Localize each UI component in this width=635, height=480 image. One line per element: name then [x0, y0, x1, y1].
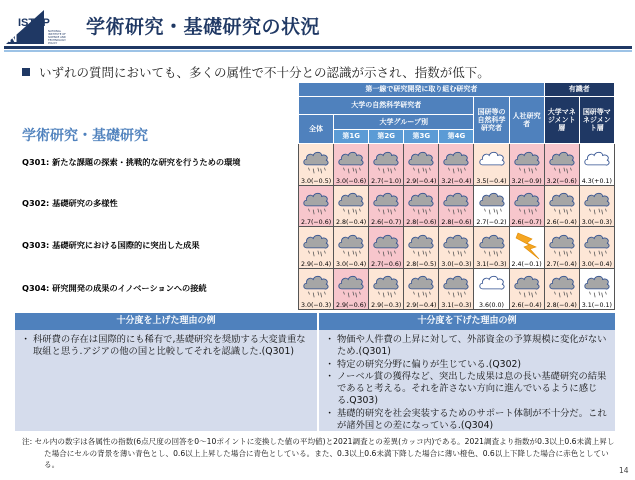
reasons-down-list — [325, 334, 611, 432]
cell-value: 2.7(−0.6) — [371, 260, 402, 268]
index-cell — [544, 185, 579, 227]
rain-cloud-icon — [406, 231, 436, 261]
header-univ-mgmt: 大学マネジメント層 — [544, 97, 579, 144]
rain-cloud-icon — [477, 189, 507, 219]
index-cell — [299, 227, 334, 269]
table-row — [299, 227, 615, 269]
index-cell — [474, 227, 509, 269]
rain-cloud-icon — [371, 148, 401, 178]
header-natlab-mgmt: 国研等マネジメント層 — [579, 97, 614, 144]
cell-value: 2.8(−0.4) — [546, 302, 577, 309]
rain-cloud-icon — [371, 189, 401, 219]
index-cell — [404, 185, 439, 227]
title-rule — [4, 46, 632, 49]
svg-text:TECHNOLOGY: TECHNOLOGY — [48, 39, 66, 42]
cell-value: 4.3(+0.1) — [581, 177, 612, 185]
page-number: 14 — [619, 466, 629, 475]
index-cell — [579, 227, 614, 269]
lightning-icon — [512, 231, 542, 261]
index-cell — [509, 185, 544, 227]
reason-item: ・ 科研費の存在は国際的にも稀有で,基礎研究を奨励する大変貴重な取組と思う.アジアの他の国と比較してそれを認識した.(Q301) — [21, 334, 311, 359]
index-cell — [439, 227, 474, 269]
index-cell — [334, 185, 369, 227]
index-cell — [404, 144, 439, 186]
cell-value: 3.6(0.0) — [479, 302, 504, 309]
reasons-up-header: 十分度を上げた理由の例 — [15, 313, 317, 330]
rain-cloud-icon — [371, 272, 401, 302]
header-natlab: 国研等の自然科学研究者 — [474, 97, 509, 144]
nistep-logo — [4, 6, 74, 46]
lead-text — [22, 63, 490, 81]
rain-cloud-icon — [441, 231, 471, 261]
rain-cloud-icon — [547, 189, 577, 219]
index-cell — [579, 144, 614, 186]
lead-label: いずれの質問においても、多くの属性で不十分との認識が示され、指数が低下。 — [39, 65, 490, 80]
index-cell — [474, 268, 509, 310]
cell-value: 2.6(−0.7) — [511, 219, 542, 226]
index-cell — [404, 227, 439, 269]
index-table — [298, 82, 615, 310]
cell-value: 3.0(−0.4) — [336, 260, 367, 268]
cell-value: 3.0(−0.3) — [300, 302, 332, 309]
title-rule-light — [4, 50, 632, 52]
cell-value: 3.1(−0.3) — [441, 302, 472, 309]
reasons-up-list — [21, 334, 311, 359]
cell-value: 3.1(−0.3) — [476, 260, 507, 268]
question-q304: Q304: 研究開発の成果のイノベーションへの接続 — [22, 283, 207, 293]
rain-cloud-icon — [582, 231, 612, 261]
cell-value: 2.6(−0.4) — [511, 302, 542, 309]
rain-cloud-icon — [371, 231, 401, 261]
rain-cloud-icon — [512, 272, 542, 302]
header-frontline: 第一線で研究開発に取り組む研究者 — [299, 83, 545, 97]
table-row — [299, 144, 615, 186]
rain-cloud-icon — [547, 231, 577, 261]
index-cell — [509, 268, 544, 310]
header-univ-natural: 大学の自然科学研究者 — [299, 97, 474, 115]
cell-value: 2.8(−0.6) — [406, 219, 437, 226]
cloud-icon — [477, 272, 507, 302]
index-cell — [439, 144, 474, 186]
index-cell — [509, 144, 544, 186]
rain-cloud-icon — [512, 189, 542, 219]
index-cell — [579, 185, 614, 227]
index-cell — [544, 227, 579, 269]
cell-value: 2.8(−0.5) — [406, 260, 437, 268]
panel-divider — [317, 313, 319, 431]
header-experts: 有識者 — [544, 83, 614, 97]
header-g3: 第3G — [404, 130, 439, 144]
reason-item: ・ 特定の研究分野に偏りが生じている.(Q302) — [325, 359, 611, 371]
header-g4: 第4G — [439, 130, 474, 144]
cell-value: 2.8(−0.6) — [441, 219, 472, 226]
index-cell — [369, 144, 404, 186]
index-cell — [439, 185, 474, 227]
cell-value: 2.9(−0.4) — [406, 177, 437, 185]
page-title: 学術研究・基礎研究の状況 — [86, 16, 321, 38]
cell-value: 2.9(−0.3) — [371, 302, 402, 309]
rain-cloud-icon — [406, 148, 436, 178]
index-cell — [544, 268, 579, 310]
svg-text:NATIONAL: NATIONAL — [48, 30, 62, 33]
index-cell — [509, 227, 544, 269]
index-cell — [334, 227, 369, 269]
rain-cloud-icon — [301, 272, 331, 302]
question-q303: Q303: 基礎研究における国際的に突出した成果 — [22, 240, 200, 250]
cell-value: 2.9(−0.6) — [336, 302, 367, 309]
rain-cloud-icon — [301, 231, 331, 261]
reasons-down-header: 十分度を下げた理由の例 — [319, 313, 615, 330]
rain-cloud-icon — [512, 148, 542, 178]
rain-cloud-icon — [582, 189, 612, 219]
index-cell — [299, 268, 334, 310]
index-cell — [439, 268, 474, 310]
cloud-icon — [477, 148, 507, 178]
rain-cloud-icon — [441, 148, 471, 178]
index-cell — [579, 268, 614, 310]
cell-value: 2.6(−0.7) — [371, 219, 402, 226]
cell-value: 3.2(−0.9) — [511, 177, 542, 185]
svg-text:POLICY: POLICY — [48, 42, 58, 45]
cell-value: 2.9(−0.4) — [300, 260, 332, 268]
section-title: 学術研究・基礎研究 — [22, 128, 148, 144]
rain-cloud-icon — [582, 272, 612, 302]
cell-value: 2.9(−0.4) — [406, 302, 437, 309]
rain-cloud-icon — [406, 189, 436, 219]
cell-value: 2.7(−0.2) — [476, 219, 507, 226]
rain-cloud-icon — [336, 272, 366, 302]
svg-text:SCIENCE AND: SCIENCE AND — [48, 36, 66, 39]
cell-value: 2.4(−0.1) — [511, 260, 542, 268]
index-cell — [369, 227, 404, 269]
header-g1: 第1G — [334, 130, 369, 144]
rain-cloud-icon — [301, 189, 331, 219]
index-cell — [334, 144, 369, 186]
cell-value: 2.7(−0.6) — [300, 219, 332, 226]
rain-cloud-icon — [547, 272, 577, 302]
question-q301: Q301: 新たな課題の探索・挑戦的な研究を行うための環境 — [22, 157, 241, 167]
header-humsoc: 人社研究者 — [509, 97, 544, 144]
bullet-square-icon — [22, 68, 30, 76]
index-cell — [369, 185, 404, 227]
cell-value: 2.6(−0.4) — [546, 219, 577, 226]
rain-cloud-icon — [547, 148, 577, 178]
svg-text:INSTITUTE OF: INSTITUTE OF — [48, 33, 66, 36]
header-total: 全体 — [299, 115, 334, 144]
rain-cloud-icon — [406, 272, 436, 302]
svg-text:N: N — [8, 30, 18, 45]
reason-item: ・ 物価や人件費の上昇に対して、外部資金の予算規模に変化がないため.(Q301) — [325, 334, 611, 359]
reason-item: ・ 基礎的研究を社会実装するためのサポート体制が不十分だ。これが諸外国との差になっている.(Q304) — [325, 408, 611, 433]
cell-value: 2.7(−1.0) — [371, 177, 402, 185]
index-cell — [544, 144, 579, 186]
cell-value: 3.2(−0.6) — [546, 177, 577, 185]
index-cell — [369, 268, 404, 310]
rain-cloud-icon — [441, 189, 471, 219]
index-cell — [404, 268, 439, 310]
cell-value: 3.0(−0.3) — [441, 260, 472, 268]
reasons-panel — [15, 313, 615, 431]
index-cell — [299, 144, 334, 186]
cloud-icon — [582, 148, 612, 178]
rain-cloud-icon — [336, 148, 366, 178]
cell-value: 3.0(−0.4) — [581, 260, 612, 268]
index-cell — [474, 144, 509, 186]
index-cell — [474, 185, 509, 227]
index-cell — [299, 185, 334, 227]
svg-text:ISTEP: ISTEP — [18, 17, 50, 29]
rain-cloud-icon — [477, 231, 507, 261]
rain-cloud-icon — [336, 189, 366, 219]
header-g2: 第2G — [369, 130, 404, 144]
reason-item: ・ ノーベル賞の獲得など、突出した成果は息の長い基礎研究の結果であると考える。それを許さない方向に進んでいるように感じる.Q303) — [325, 371, 611, 408]
cell-value: 3.0(−0.3) — [581, 219, 612, 226]
cell-value: 2.7(−0.4) — [546, 260, 577, 268]
cell-value: 3.5(−0.4) — [476, 177, 507, 185]
rain-cloud-icon — [336, 231, 366, 261]
table-row — [299, 268, 615, 310]
footnote: 注: セル内の数字は各属性の指数(6点尺度の回答を0～10ポイントに変換した値の平均値)と2021調査との差異(カッコ内)である。2021調査より指数が0.3以上0.6未満上昇した場合にセルの背景を薄い青色とし、0.6以上上昇した場合に青色としている。また、0.3以上0.6未満下降した場合に薄い橙色、0.6以上下降した場合に赤色としている。 — [22, 437, 615, 469]
rain-cloud-icon — [441, 272, 471, 302]
index-cell — [334, 268, 369, 310]
question-q302: Q302: 基礎研究の多様性 — [22, 198, 118, 208]
cell-value: 3.1(−0.1) — [581, 302, 612, 309]
table-row — [299, 185, 615, 227]
cell-value: 3.0(−0.6) — [336, 177, 367, 185]
cell-value: 3.0(−0.5) — [300, 177, 332, 185]
header-univ-group: 大学グループ別 — [334, 115, 474, 130]
cell-value: 2.8(−0.4) — [336, 219, 367, 226]
cell-value: 3.2(−0.4) — [441, 177, 472, 185]
rain-cloud-icon — [301, 148, 331, 178]
